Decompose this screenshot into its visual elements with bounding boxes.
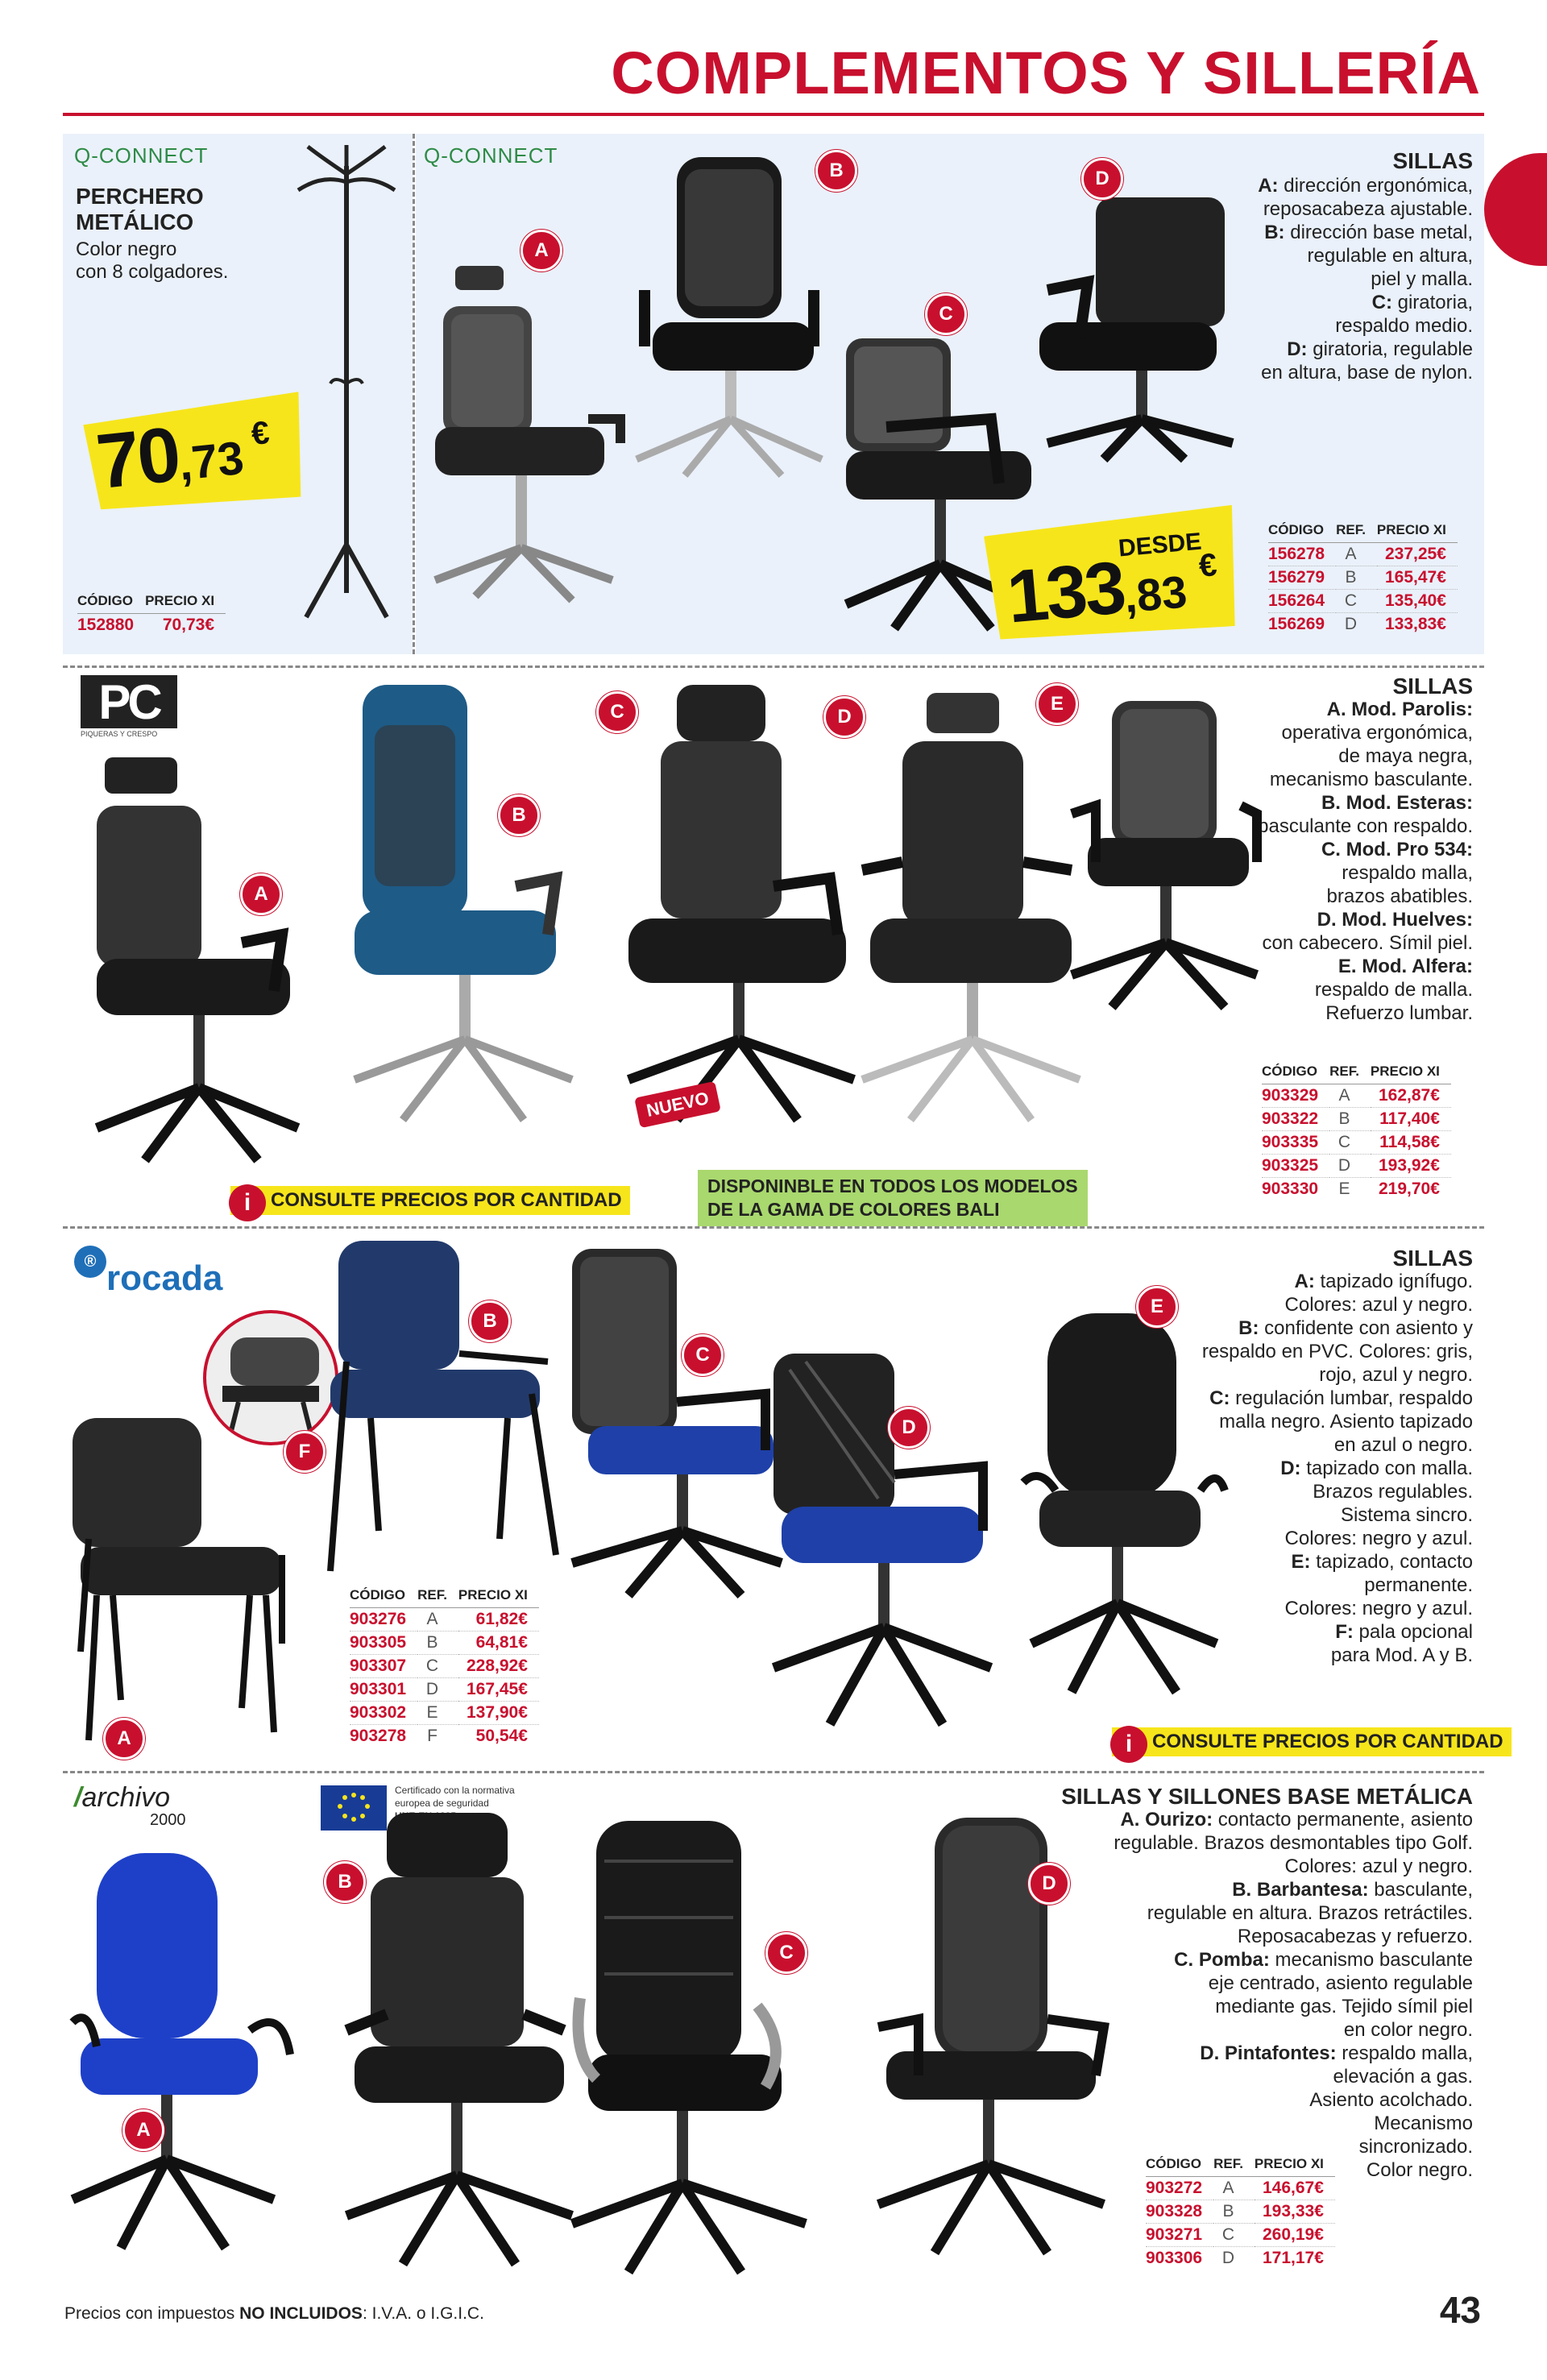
chair-image-d-3 (757, 1345, 999, 1740)
desc-line: Asiento acolchado. (1309, 2089, 1473, 2111)
table-row: 903325 D 193,92€ (1262, 1155, 1451, 1178)
desc-line: permanente. (1364, 1574, 1473, 1596)
desc-line: en azul o negro. (1333, 1434, 1473, 1456)
chair-image-a-3 (64, 1410, 298, 1748)
badge-e-3: E (1136, 1286, 1178, 1328)
badge-b-4: B (324, 1861, 366, 1903)
desc-line: Reposacabezas y refuerzo. (1237, 1926, 1473, 1947)
desc-line: regulable. Brazos desmontables tipo Golf. (1114, 1832, 1473, 1854)
desc-line: D: giratoria, regulable (1287, 338, 1473, 360)
desc-line: F: pala opcional (1335, 1621, 1473, 1643)
desc-line: mediante gas. Tejido símil piel (1215, 1996, 1473, 2017)
desc-line: sincronizado. (1358, 2136, 1473, 2158)
desc-line: A. Ourizo: contacto permanente, asiento (1120, 1809, 1473, 1831)
desc-line: respaldo de malla. (1314, 979, 1473, 1001)
desc-line: B. Mod. Esteras: (1321, 792, 1473, 814)
brand-logo-pc: PC (81, 675, 177, 728)
table-row: 903271 C 260,19€ (1146, 2224, 1335, 2247)
desc-line: piel y malla. (1371, 268, 1473, 290)
chair-image-b-3 (322, 1233, 564, 1587)
table-row: 903329 A 162,87€ (1262, 1084, 1451, 1108)
cert-text: Certificado con la normativa europea de seguridad (395, 1785, 515, 1809)
chair-image-a (427, 258, 653, 620)
desc-line: respaldo medio. (1335, 315, 1473, 337)
page-number: 43 (1439, 2289, 1481, 2331)
table-row: 903278 F 50,54€ (350, 1725, 539, 1748)
desc-line: E: tapizado, contacto (1291, 1551, 1473, 1573)
chair-image-d (1023, 193, 1257, 459)
desc-line: operativa ergonómica, (1281, 722, 1473, 744)
table-row: 903307 C 228,92€ (350, 1655, 539, 1678)
badge-c: C (925, 293, 967, 335)
brand-logo-qconnect-2: Q-CONNECT (424, 143, 558, 168)
brand-logo-archivo: /archivo (74, 1782, 171, 1813)
desc-line: E. Mod. Alfera: (1338, 956, 1473, 977)
desc-line: Sistema sincro. (1340, 1504, 1473, 1526)
sillas-desc-2 (1258, 698, 1473, 1025)
desc-line: C: giratoria, (1371, 292, 1473, 313)
sillas-heading-2: SILLAS (1392, 674, 1473, 699)
sillas-desc-4 (1114, 1808, 1473, 2182)
desc-line: regulable en altura, (1307, 245, 1473, 267)
sillas-price-table-3: CÓDIGO REF. PRECIO XI 903276 A 61,82€ 903305 B 64,81€ 903307 C 228,92€ 903301 D 167,45€ 903302 E 137,90€ 903278 F 50,54€ (350, 1586, 539, 1748)
badge-d-3: D (888, 1407, 930, 1449)
desc-line: Colores: negro y azul. (1284, 1528, 1473, 1549)
desc-line: Colores: azul y negro. (1284, 1855, 1473, 1877)
badge-b: B (815, 150, 857, 192)
divider-1 (63, 665, 1484, 668)
brand-logo-archivo-sub: 2000 (150, 1811, 186, 1829)
desc-line: en altura, base de nylon. (1261, 362, 1473, 384)
chair-image-d-2 (854, 685, 1088, 1136)
desc-line: respaldo en PVC. Colores: gris, (1201, 1341, 1473, 1362)
desc-line: mecanismo basculante. (1269, 769, 1473, 790)
desc-line: regulable en altura. Brazos retráctiles. (1147, 1902, 1473, 1924)
desc-line: Refuerzo lumbar. (1325, 1002, 1473, 1024)
desc-line: Color negro. (1366, 2159, 1473, 2181)
table-row: 152880 70,73€ (77, 614, 226, 637)
chair-image-d-4 (870, 1810, 1112, 2261)
table-row: 903330 E 219,70€ (1262, 1178, 1451, 1201)
page-title: COMPLEMENTOS Y SILLERÍA (611, 39, 1481, 106)
section-tab (1484, 153, 1547, 266)
table-row: 903276 A 61,82€ (350, 1608, 539, 1632)
desc-line: brazos abatibles. (1326, 885, 1473, 907)
desc-line: de maya negra, (1338, 745, 1473, 767)
badge-c-4: C (765, 1932, 807, 1974)
table-row: 903305 B 64,81€ (350, 1632, 539, 1655)
badge-a-2: A (240, 873, 282, 915)
desc-line: en color negro. (1343, 2019, 1473, 2041)
sillas-heading-4: SILLAS Y SILLONES BASE METÁLICA (1061, 1784, 1473, 1809)
sillas-price-table-4: CÓDIGO REF. PRECIO XI 903272 A 146,67€ 903328 B 193,33€ 903271 C 260,19€ 903306 D 171,17€ (1146, 2154, 1335, 2270)
desc-line: D. Pintafontes: respaldo malla, (1200, 2042, 1473, 2064)
sillas-heading-1: SILLAS (1392, 148, 1473, 173)
rocada-logo-icon: ® (74, 1246, 106, 1278)
chair-image-c-3 (556, 1241, 790, 1611)
desc-line: respaldo malla, (1342, 862, 1473, 884)
desc-line: C. Mod. Pro 534: (1321, 839, 1473, 860)
footer-taxes: Precios con impuestos NO INCLUIDOS: I.V.A. o I.G.I.C. (64, 2304, 484, 2323)
info-icon-3: i (1110, 1726, 1147, 1763)
table-row: 156264 C 135,40€ (1268, 590, 1458, 613)
sillas-heading-3: SILLAS (1392, 1246, 1473, 1271)
badge-a-4: A (122, 2109, 164, 2151)
sillas-desde-price: 133,83 (1003, 546, 1189, 639)
table-row: 903306 D 171,17€ (1146, 2247, 1335, 2270)
chair-image-b (620, 153, 838, 516)
desc-line: C: regulación lumbar, respaldo (1209, 1387, 1473, 1409)
info-icon: i (229, 1184, 266, 1221)
section1-divider (413, 134, 415, 654)
chair-image-e-3 (1023, 1305, 1225, 1708)
desc-line: B. Barbantesa: basculante, (1232, 1879, 1473, 1901)
sillas-desc-1 (1258, 174, 1473, 384)
badge-d-2: D (823, 696, 865, 738)
chair-image-e-2 (1064, 693, 1265, 1015)
chair-image-a-2 (81, 749, 314, 1168)
divider-2 (63, 1226, 1484, 1229)
table-row: 156278 A 237,25€ (1268, 543, 1458, 566)
desc-line: Mecanismo (1374, 2113, 1473, 2134)
desc-line: eje centrado, asiento regulable (1208, 1972, 1473, 1994)
badge-a: A (521, 230, 562, 272)
chair-image-b-4 (338, 1805, 580, 2272)
desc-line: malla negro. Asiento tapizado (1219, 1411, 1473, 1433)
disponible-banner: DISPONINBLE EN TODOS LOS MODELOS DE LA GAMA DE COLORES BALI (698, 1170, 1088, 1226)
badge-d: D (1081, 158, 1123, 200)
perchero-desc: Color negro con 8 colgadores. (76, 238, 229, 283)
desc-line: con cabecero. Símil piel. (1262, 932, 1473, 954)
brand-logo-pc-sub: PIQUERAS Y CRESPO (81, 730, 158, 738)
perchero-price: 70,73 (92, 411, 247, 506)
badge-b-3: B (469, 1300, 511, 1342)
desc-line: A. Mod. Parolis: (1326, 699, 1473, 720)
divider-3 (63, 1771, 1484, 1773)
sillas-price-table-2: CÓDIGO REF. PRECIO XI 903329 A 162,87€ 903322 B 117,40€ 903335 C 114,58€ 903325 D 193,92€ 903330 E 219,70€ (1262, 1062, 1451, 1200)
badge-a-3: A (103, 1718, 145, 1760)
consulte-banner-2: CONSULTE PRECIOS POR CANTIDAD (230, 1186, 630, 1215)
coat-rack-image (290, 142, 403, 625)
table-row: 903328 B 193,33€ (1146, 2200, 1335, 2224)
desc-line: para Mod. A y B. (1330, 1644, 1473, 1666)
table-row: 156279 B 165,47€ (1268, 566, 1458, 590)
desc-line: Brazos regulables. (1313, 1481, 1473, 1503)
desc-line: C. Pomba: mecanismo basculante (1174, 1949, 1473, 1971)
table-row: 903302 E 137,90€ (350, 1702, 539, 1725)
brand-logo-rocada: rocada (106, 1258, 223, 1298)
desc-line: Colores: negro y azul. (1284, 1598, 1473, 1619)
desc-line: rojo, azul y negro. (1319, 1364, 1473, 1386)
table-row: 156269 D 133,83€ (1268, 613, 1458, 636)
perchero-currency: € (249, 414, 272, 453)
sillas-price-table-1: CÓDIGO REF. PRECIO XI 156278 A 237,25€ 156279 B 165,47€ 156264 C 135,40€ 156269 D 133,83€ (1268, 520, 1458, 636)
chair-image-c-2 (612, 677, 870, 1128)
chair-image-a-4 (64, 1845, 298, 2264)
sillas-desc-3 (1202, 1270, 1473, 1667)
badge-c-2: C (596, 691, 638, 733)
desc-line: reposacabeza ajustable. (1263, 198, 1473, 220)
perchero-price-table: CÓDIGO PRECIO XI 152880 70,73€ (77, 591, 226, 636)
nuevo-badge: NUEVO (634, 1081, 721, 1128)
badge-f: F (284, 1431, 326, 1473)
perchero-title: PERCHERO METÁLICO (76, 184, 204, 234)
badge-b-2: B (498, 794, 540, 836)
chair-image-c-4 (564, 1813, 822, 2280)
desc-line: B: confidente con asiento y (1238, 1317, 1473, 1339)
desc-line: A: tapizado ignífugo. (1294, 1271, 1473, 1292)
consulte-banner-3: CONSULTE PRECIOS POR CANTIDAD (1112, 1727, 1512, 1756)
desc-line: D. Mod. Huelves: (1317, 909, 1473, 931)
badge-d-4: D (1028, 1863, 1070, 1905)
sillas-desde-currency: € (1197, 547, 1219, 584)
desc-line: D: tapizado con malla. (1280, 1457, 1473, 1479)
desc-line: A: dirección ergonómica, (1258, 175, 1473, 197)
title-rule (63, 113, 1484, 116)
badge-e-2: E (1036, 683, 1078, 725)
table-row: 903301 D 167,45€ (350, 1678, 539, 1702)
brand-logo-qconnect: Q-CONNECT (74, 143, 209, 168)
desc-line: Colores: azul y negro. (1284, 1294, 1473, 1316)
desc-line: B: dirección base metal, (1264, 222, 1473, 243)
desde-label: DESDE (1117, 528, 1203, 562)
chair-image-b-2 (338, 677, 588, 1128)
desc-line: basculante con respaldo. (1258, 815, 1473, 837)
desc-line: elevación a gas. (1333, 2066, 1473, 2088)
badge-c-3: C (682, 1334, 724, 1376)
table-row: 903272 A 146,67€ (1146, 2177, 1335, 2200)
table-row: 903322 B 117,40€ (1262, 1108, 1451, 1131)
table-row: 903335 C 114,58€ (1262, 1131, 1451, 1155)
